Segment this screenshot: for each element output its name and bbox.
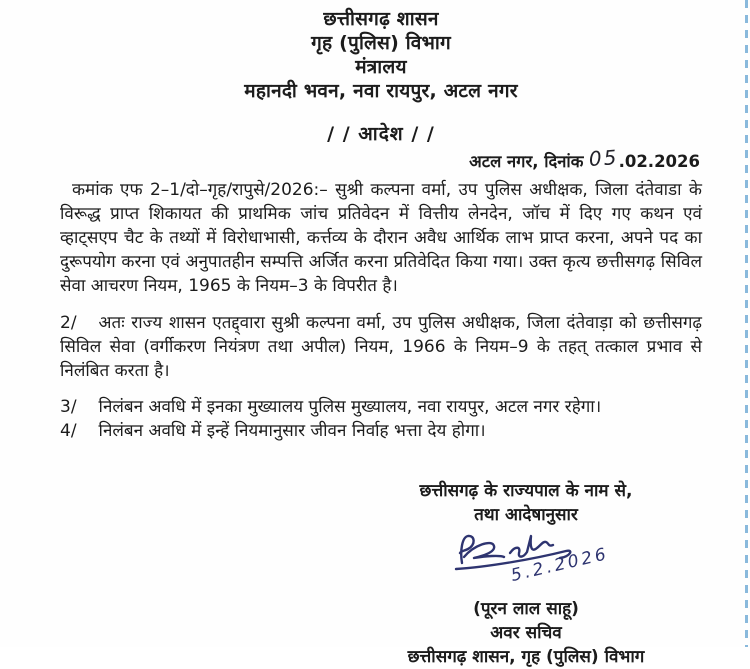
letterhead-ministry: मंत्रालय [355, 56, 407, 78]
letterhead [60, 8, 702, 103]
letterhead-department: गृह (पुलिस) विभाग [311, 32, 451, 54]
place-date-line [60, 145, 702, 172]
paragraph-text: कमांक एफ 2–1/दो–गृह/रापुसे/2026:– सुश्री कल्पना वर्मा, उप पुलिस अधीक्षक, जिला दंतेवाडा के विरूद्ध प्राप्त शिकायत की प्राथमिक जांच प्रतिवेदन में वित्तीय लेनदेन, जॉच में दिए गए कथन एवं व्हाट्सएप चैट के तथ्यों में विरोधाभासी, कर्त्तव्य के दौरान अवैध आर्थिक लाभ प्राप्त करना, अपने पद का दुरूपयोग करना एवं अनुपातहीन सम्पत्ति अर्जित करना प्रतिवेदित किया गया। उक्त कृत्य छत्तीसगढ़ सिविल सेवा आचरण नियम, 1965 के नियम–3 के विपरीत है। [60, 180, 702, 296]
paragraph-reference [60, 178, 702, 298]
paragraph-number: 2/ [60, 313, 77, 333]
signatory-name: (पूरन लाल साहू) [473, 599, 579, 619]
handwritten-day: 05 [588, 145, 620, 172]
signatory-department: छत्तीसगढ़ शासन, गृह (पुलिस) विभाग [407, 647, 645, 667]
handwritten-signature-date: 5.2.2026 [509, 544, 611, 586]
by-order-line-1: छत्तीसगढ़ के राज्यपाल के नाम से, [419, 481, 633, 501]
paragraph-number: 4/ [60, 421, 77, 441]
letterhead-government: छत्तीसगढ़ शासन [323, 8, 439, 30]
signature-block [330, 479, 722, 669]
paragraph-4 [60, 419, 702, 443]
paragraph-text: अतः राज्य शासन एतद्द्वारा सुश्री कल्पना वर्मा, उप पुलिस अधीक्षक, जिला दंतेवाड़ा को छत्तीसगढ़ सिविल सेवा (वर्गीकरण नियंत्रण तथा अपील) नियम, 1966 के नियम–9 के तहत् तत्काल प्रभाव से निलंबित करता है। [60, 313, 702, 381]
order-title: / / आदेश / / [327, 123, 435, 145]
order-body [60, 178, 702, 443]
by-order-line-2: तथा आदेषानुसार [474, 505, 578, 525]
paragraph-3 [60, 395, 702, 419]
paragraph-text: निलंबन अवधि में इनका मुख्यालय पुलिस मुख्यालय, नवा रायपुर, अटल नगर रहेगा। [98, 397, 602, 417]
paragraph-number: 3/ [60, 397, 77, 417]
paragraph-2 [60, 311, 702, 383]
date-prefix: अटल नगर, दिनांक [469, 152, 590, 171]
scan-edge-dashed-line [745, 0, 748, 647]
document-content [60, 8, 702, 443]
signatory-designation: अवर सचिव [490, 623, 562, 643]
paragraph-text: निलंबन अवधि में इन्हें नियमानुसार जीवन निर्वाह भत्ता देय होगा। [98, 421, 486, 441]
letterhead-address: महानदी भवन, नवा रायपुर, अटल नगर [244, 80, 518, 102]
date-printed-rest: .02.2026 [618, 152, 700, 171]
signature-area [330, 527, 722, 597]
